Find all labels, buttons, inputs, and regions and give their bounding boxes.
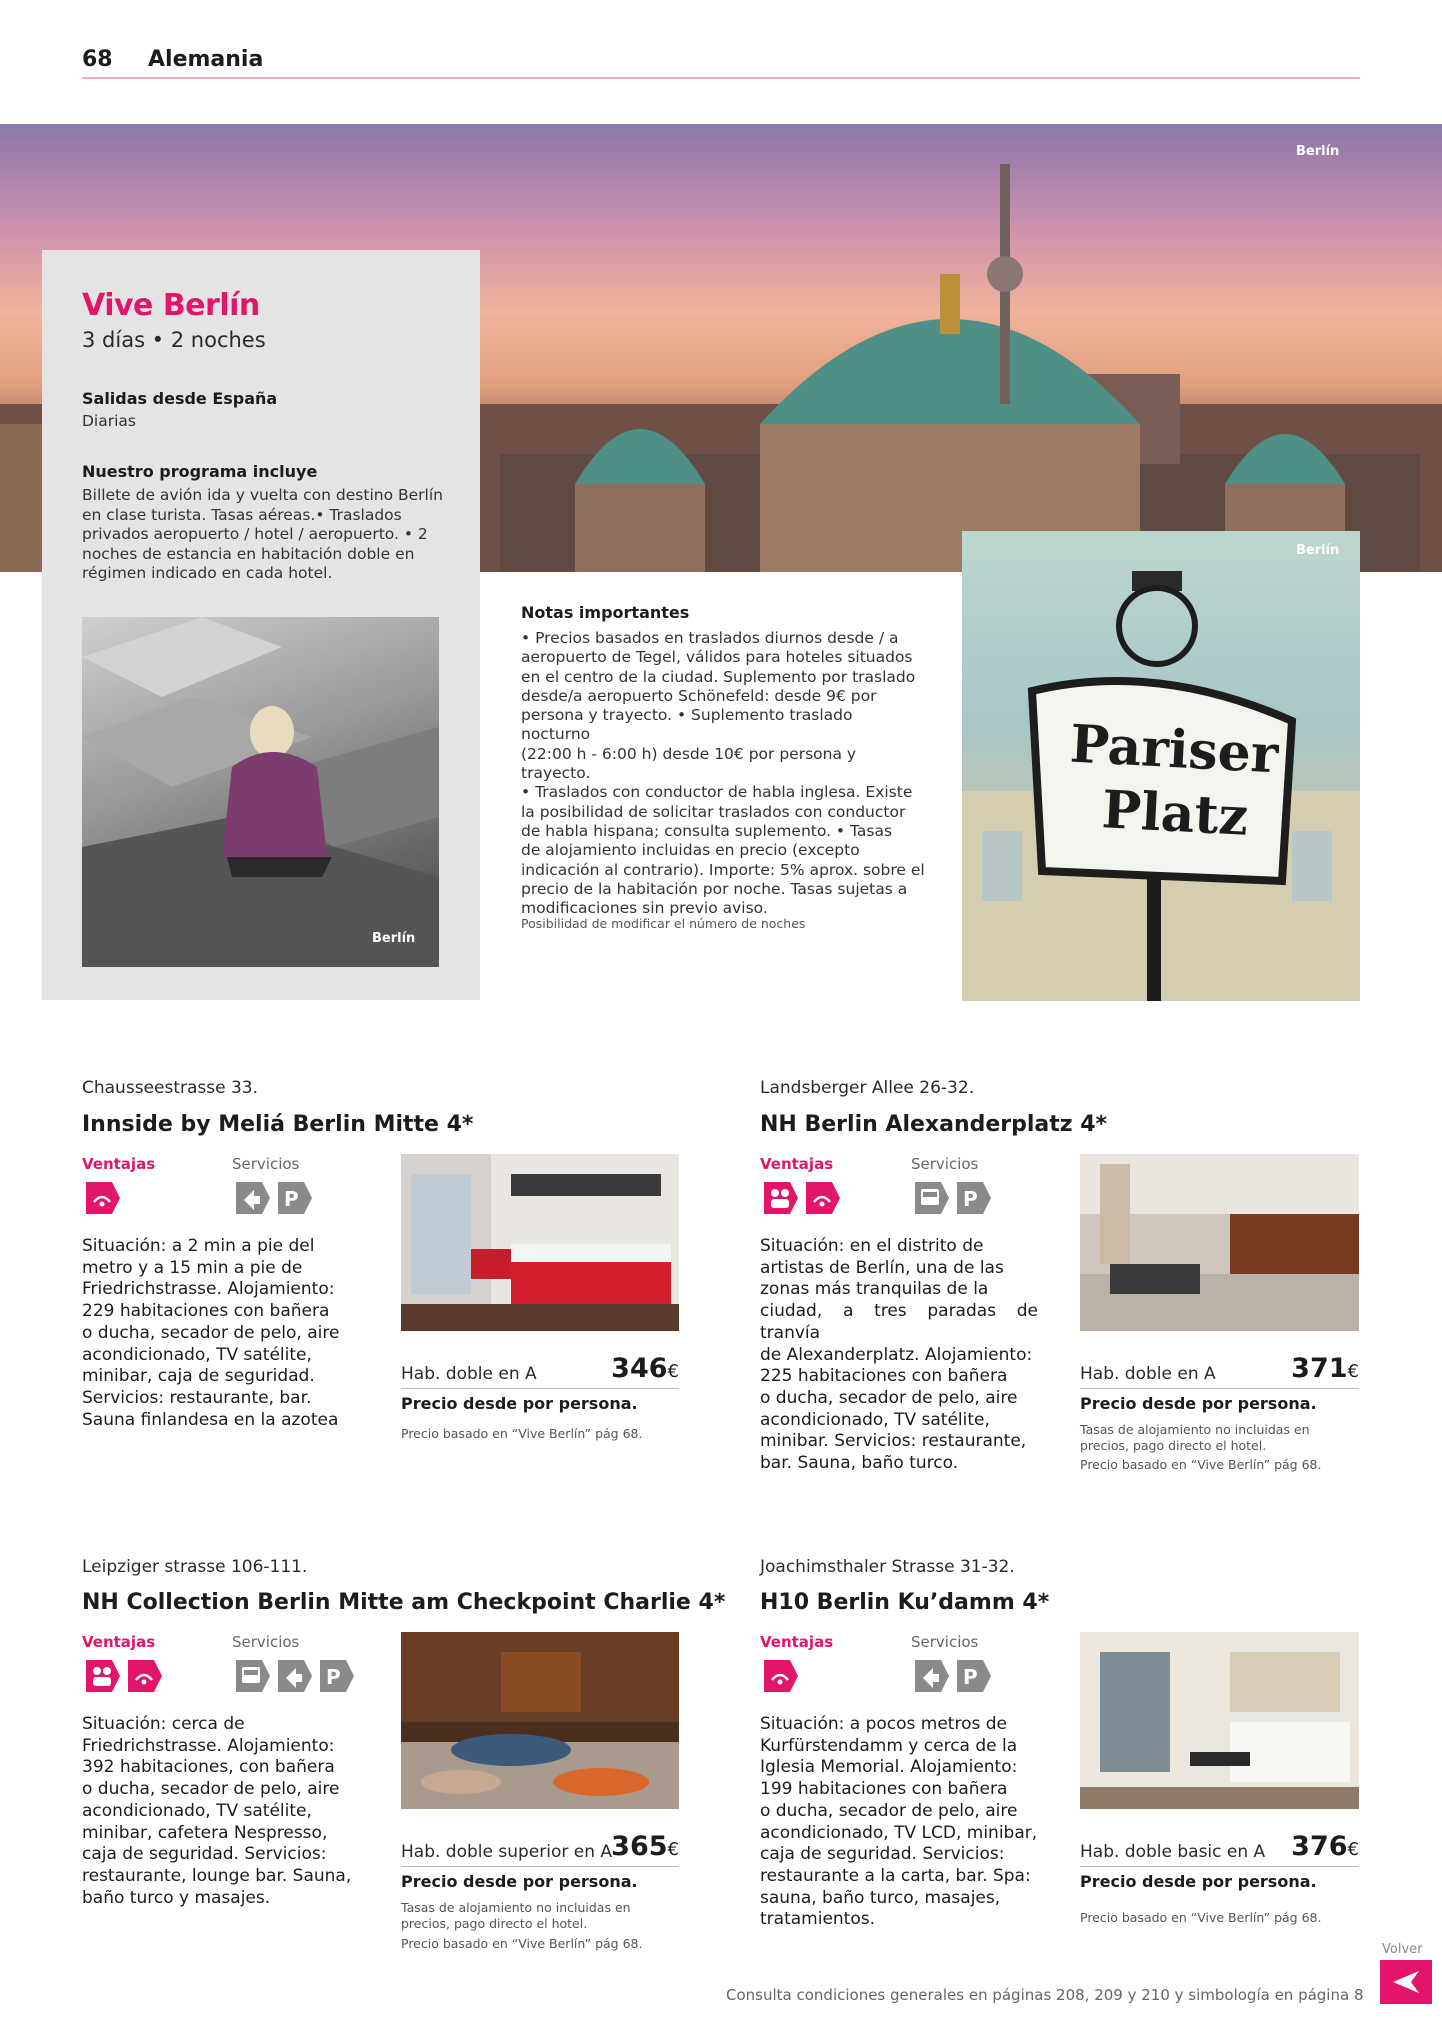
hotel-photo <box>1080 1154 1359 1331</box>
includes-line: en clase turista. Tasas aéreas.• Traslados <box>82 505 402 524</box>
room-type: Hab. doble superior en A <box>401 1842 613 1862</box>
price-note: Tasas de alojamiento no incluidas en <box>401 1900 631 1915</box>
photo-caption: Berlín <box>1296 543 1340 558</box>
hotel-address: Leipziger strasse 106-111. <box>82 1557 308 1577</box>
back-button[interactable] <box>1380 1960 1432 2004</box>
back-arrow-icon <box>1391 1969 1421 1995</box>
back-label[interactable]: Volver <box>1382 1942 1423 1957</box>
description-line: caja de seguridad. Servicios: <box>760 1844 1005 1865</box>
description-line: Servicios: restaurante, bar. <box>82 1387 312 1408</box>
notes-line: modificaciones sin previo aviso. <box>521 899 768 918</box>
photo-caption: Berlín <box>1296 144 1340 159</box>
transfer-icon <box>911 1656 951 1700</box>
price-value: 376 <box>1291 1831 1348 1862</box>
notes-line: de alojamiento incluidas en precio (excepto <box>521 841 860 860</box>
wifi-free-icon <box>802 1178 842 1222</box>
hotel-description <box>82 1236 360 1431</box>
transfer-icon <box>274 1656 314 1700</box>
parking-icon <box>953 1656 993 1700</box>
hotel-photo <box>401 1154 679 1331</box>
servicios-label: Servicios <box>911 1155 979 1173</box>
price-from-label: Precio desde por persona. <box>1080 1872 1317 1891</box>
description-line: 199 habitaciones con bañera <box>760 1779 1008 1800</box>
description-line: 225 habitaciones con bañera <box>760 1366 1008 1387</box>
hotel-price <box>1240 1831 1359 1862</box>
price-notes <box>1080 1422 1321 1473</box>
price-note: Tasas de alojamiento no incluidas en <box>1080 1422 1310 1437</box>
description-line: Friedrichstrasse. Alojamiento: <box>82 1735 335 1756</box>
notes-small-print: Posibilidad de modificar el número de noches <box>521 916 806 931</box>
description-line: sauna, baño turco, masajes, <box>760 1887 1001 1908</box>
hotel-price <box>580 1831 679 1862</box>
notes-line: aeropuerto de Tegel, válidos para hoteles situados <box>521 648 913 667</box>
description-line: Kurfürstendamm y cerca de la <box>760 1735 1018 1756</box>
description-line: metro y a 15 min a pie de <box>82 1257 303 1278</box>
svg-text:P: P <box>963 1665 978 1689</box>
hotel-address: Chausseestrasse 33. <box>82 1078 259 1098</box>
description-line: acondicionado, TV satélite, <box>760 1409 990 1430</box>
wifi-free-icon <box>82 1178 122 1222</box>
description-line: baño turco y masajes. <box>82 1887 271 1908</box>
notes-line: precio de la habitación por noche. Tasas sujetas a <box>521 879 908 898</box>
hotel-name: Innside by Meliá Berlin Mitte 4* <box>82 1112 474 1137</box>
description-line: bar. Sauna, baño turco. <box>760 1453 959 1474</box>
price-value: 365 <box>611 1831 668 1862</box>
price-divider <box>401 1866 679 1867</box>
header-divider <box>82 77 1360 79</box>
servicios-label: Servicios <box>232 1155 300 1173</box>
program-title: Vive Berlín <box>82 288 260 323</box>
description-line: o ducha, secador de pelo, aire <box>760 1387 1018 1408</box>
description-line: 229 habitaciones con bañera <box>82 1301 330 1322</box>
description-line: minibar, cafetera Nespresso, <box>82 1822 328 1843</box>
price-divider <box>1080 1388 1359 1389</box>
notes-line: la posibilidad de solicitar traslados con conductor <box>521 802 906 821</box>
price-note: precios, pago directo el hotel. <box>401 1916 588 1931</box>
notes-line: desde/a aeropuerto Schönefeld: desde 9€ por <box>521 686 877 705</box>
currency-symbol: € <box>667 1361 679 1382</box>
description-line: restaurante a la carta, bar. Spa: <box>760 1865 1031 1886</box>
description-line: de Alexanderplatz. Alojamiento: <box>760 1344 1033 1365</box>
sign-text-line1: Pariser <box>1068 713 1280 786</box>
photo-pariser-platz-sign <box>962 531 1360 1001</box>
program-duration: 3 días • 2 noches <box>82 328 266 352</box>
description-line: 392 habitaciones, con bañera <box>82 1757 335 1778</box>
description-line: zonas más tranquilas de la <box>760 1279 989 1300</box>
hotel-price <box>560 1353 679 1384</box>
ventajas-label: Ventajas <box>82 1633 156 1651</box>
description-line: Iglesia Memorial. Alojamiento: <box>760 1757 1018 1778</box>
hotel-description <box>760 1236 1038 1475</box>
description-line: Situación: en el distrito de <box>760 1236 984 1256</box>
notes-line: persona y trayecto. • Suplemento traslado nocturno <box>521 706 853 744</box>
description-line: Sauna finlandesa en la azotea <box>82 1409 339 1430</box>
description-line: tratamientos. <box>760 1909 875 1930</box>
description-line: ciudad, a tres paradas de tranvía <box>760 1301 1038 1343</box>
notes-line: (22:00 h - 6:00 h) desde 10€ por persona y trayecto. <box>521 744 857 783</box>
price-value: 371 <box>1291 1353 1348 1384</box>
svg-text:P: P <box>284 1187 299 1211</box>
departures-value: Diarias <box>82 412 136 430</box>
bus-icon <box>232 1656 272 1700</box>
parking-icon <box>953 1178 993 1222</box>
description-line: minibar, caja de seguridad. <box>82 1366 315 1387</box>
hotel-description <box>760 1714 1038 1931</box>
hotel-price <box>1240 1353 1359 1384</box>
hotel-name: H10 Berlin Ku’damm 4* <box>760 1590 1050 1615</box>
notes-line: • Precios basados en traslados diurnos desde / a <box>521 629 899 647</box>
parking-icon <box>274 1178 314 1222</box>
price-from-label: Precio desde por persona. <box>1080 1394 1317 1413</box>
price-note: Precio basado en “Vive Berlín” pág 68. <box>1080 1910 1322 1925</box>
svg-text:P: P <box>326 1665 341 1689</box>
notes-line: de habla hispana; consulta suplemento. • Tasas <box>521 821 893 840</box>
notes-title: Notas importantes <box>521 603 690 622</box>
conditions-note: Consulta condiciones generales en páginas 208, 209 y 210 y simbología en página 8 <box>726 1986 1364 2004</box>
includes-label: Nuestro programa incluye <box>82 462 318 481</box>
hotel-photo <box>1080 1632 1359 1809</box>
includes-line: noches de estancia en habitación doble en <box>82 544 415 563</box>
includes-line: privados aeropuerto / hotel / aeropuerto. • 2 <box>82 525 428 543</box>
transfer-icon <box>232 1178 272 1222</box>
ventajas-label: Ventajas <box>760 1155 834 1173</box>
notes-line: en el centro de la ciudad. Suplemento por traslado <box>521 667 916 686</box>
includes-line: régimen indicado en cada hotel. <box>82 564 333 582</box>
family-discount-icon <box>82 1656 122 1700</box>
ventajas-label: Ventajas <box>82 1155 156 1173</box>
hotel-photo <box>401 1632 679 1809</box>
price-from-label: Precio desde por persona. <box>401 1872 638 1891</box>
notes-line: • Traslados con conductor de habla inglesa. Existe <box>521 783 913 802</box>
price-divider <box>401 1388 679 1389</box>
currency-symbol: € <box>1347 1361 1359 1382</box>
hotel-address: Joachimsthaler Strasse 31-32. <box>760 1557 1015 1577</box>
hotel-name: NH Collection Berlin Mitte am Checkpoint Charlie 4* <box>82 1590 726 1615</box>
includes-line: Billete de avión ida y vuelta con destino Berlín <box>82 486 443 504</box>
price-note: Precio basado en “Vive Berlín” pág 68. <box>401 1936 643 1951</box>
description-line: artistas de Berlín, una de las <box>760 1257 1004 1278</box>
svg-text:P: P <box>963 1187 978 1211</box>
photo-holocaust-memorial <box>82 617 439 967</box>
description-line: o ducha, secador de pelo, aire <box>82 1322 340 1343</box>
page-number: 68 <box>82 47 113 72</box>
description-line: caja de seguridad. Servicios: <box>82 1844 327 1865</box>
family-discount-icon <box>760 1178 800 1222</box>
price-from-label: Precio desde por persona. <box>401 1394 638 1413</box>
description-line: o ducha, secador de pelo, aire <box>760 1800 1018 1821</box>
description-line: Friedrichstrasse. Alojamiento: <box>82 1279 335 1300</box>
wifi-free-icon <box>760 1656 800 1700</box>
notes-line: indicación al contrario). Importe: 5% aprox. sobre el <box>521 860 925 879</box>
description-line: Situación: a pocos metros de <box>760 1714 1007 1734</box>
description-line: acondicionado, TV satélite, <box>82 1344 312 1365</box>
ventajas-label: Ventajas <box>760 1633 834 1651</box>
price-note: Precio basado en “Vive Berlín” pág 68. <box>1080 1457 1322 1472</box>
description-line: acondicionado, TV LCD, minibar, <box>760 1822 1038 1843</box>
servicios-label: Servicios <box>232 1633 300 1651</box>
description-line: Situación: a 2 min a pie del <box>82 1236 315 1256</box>
currency-symbol: € <box>1347 1839 1359 1860</box>
servicios-label: Servicios <box>911 1633 979 1651</box>
departures-label: Salidas desde España <box>82 389 278 408</box>
room-type: Hab. doble en A <box>1080 1364 1216 1384</box>
hotel-address: Landsberger Allee 26-32. <box>760 1078 975 1098</box>
parking-icon <box>316 1656 356 1700</box>
description-line: restaurante, lounge bar. Sauna, <box>82 1865 352 1886</box>
wifi-free-icon <box>124 1656 164 1700</box>
hotel-description <box>82 1714 360 1909</box>
description-line: Situación: cerca de <box>82 1714 245 1734</box>
price-divider <box>1080 1866 1359 1867</box>
section-title: Alemania <box>148 47 264 72</box>
hotel-name: NH Berlin Alexanderplatz 4* <box>760 1112 1108 1137</box>
room-type: Hab. doble basic en A <box>1080 1842 1266 1862</box>
sign-text-line2: Platz <box>1100 779 1250 848</box>
currency-symbol: € <box>667 1839 679 1860</box>
bus-icon <box>911 1178 951 1222</box>
description-line: minibar. Servicios: restaurante, <box>760 1431 1027 1452</box>
price-value: 346 <box>611 1353 668 1384</box>
photo-caption: Berlín <box>372 931 416 946</box>
description-line: o ducha, secador de pelo, aire <box>82 1779 340 1800</box>
room-type: Hab. doble en A <box>401 1364 537 1384</box>
price-notes <box>401 1900 642 1952</box>
notes-text <box>521 629 926 918</box>
price-note: precios, pago directo el hotel. <box>1080 1438 1267 1453</box>
includes-text <box>82 486 452 584</box>
price-note: Precio basado en “Vive Berlín” pág 68. <box>401 1426 643 1441</box>
description-line: acondicionado, TV satélite, <box>82 1800 312 1821</box>
